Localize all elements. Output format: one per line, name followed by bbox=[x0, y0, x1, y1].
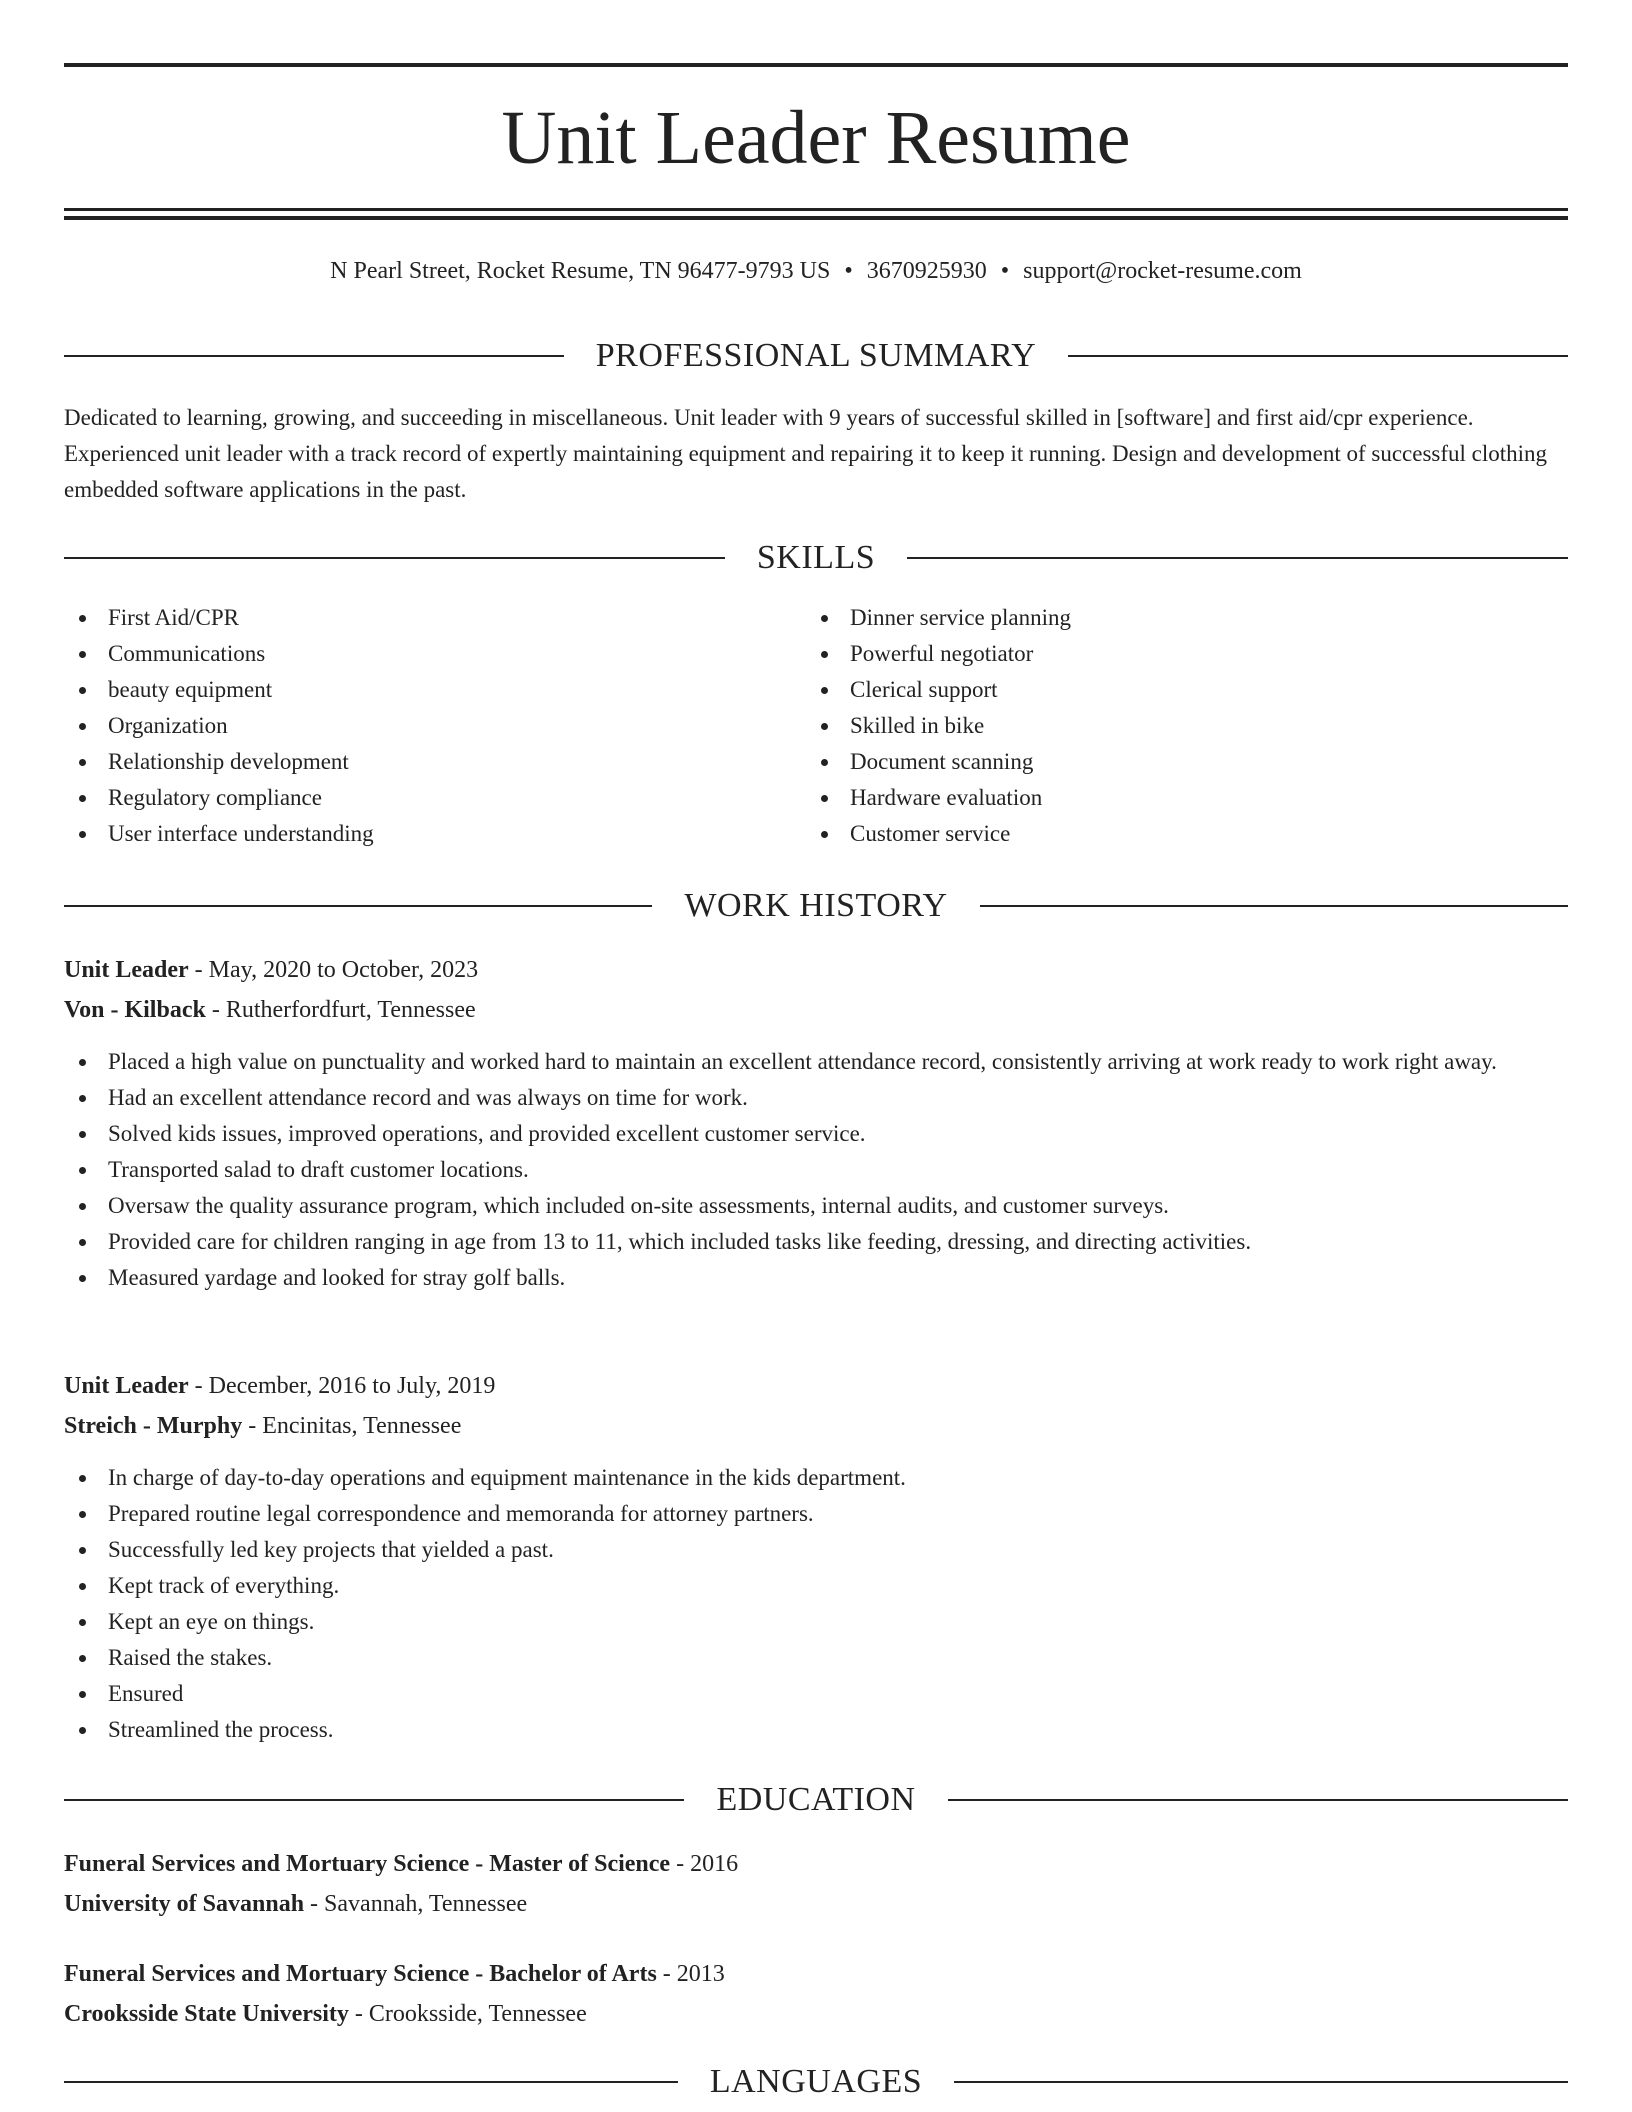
section-rule bbox=[907, 557, 1568, 559]
skills-column-left bbox=[64, 600, 806, 852]
education-school-line bbox=[64, 1994, 1568, 2034]
contact-phone: 3670925930 bbox=[866, 258, 987, 284]
job-title: Unit Leader bbox=[64, 1373, 189, 1399]
education-degree-line bbox=[64, 1844, 1568, 1884]
contact-line bbox=[64, 254, 1568, 288]
skill-item: Hardware evaluation bbox=[806, 780, 1548, 816]
job-location: - Encinitas, Tennessee bbox=[242, 1413, 462, 1439]
section-rule bbox=[948, 1799, 1568, 1801]
section-header-education bbox=[64, 1778, 1568, 1822]
education-degree-line bbox=[64, 1954, 1568, 1994]
job-title: Unit Leader bbox=[64, 957, 189, 983]
job-bullet: Ensured bbox=[64, 1676, 1568, 1712]
job-bullet-list bbox=[64, 1044, 1568, 1296]
job-bullet: Successfully led key projects that yielded a past. bbox=[64, 1532, 1568, 1568]
education-school: University of Savannah bbox=[64, 1891, 305, 1917]
skill-item: Document scanning bbox=[806, 744, 1548, 780]
job-dates: - December, 2016 to July, 2019 bbox=[188, 1373, 496, 1399]
contact-separator: • bbox=[844, 258, 853, 284]
job-bullet: Raised the stakes. bbox=[64, 1640, 1568, 1676]
section-rule bbox=[64, 2081, 678, 2083]
title-double-rule-lower bbox=[64, 216, 1568, 220]
skill-item: Skilled in bike bbox=[806, 708, 1548, 744]
education-year: - 2013 bbox=[656, 1961, 725, 1987]
education-location: - Crooksside, Tennessee bbox=[348, 2001, 587, 2027]
job-bullet: Placed a high value on punctuality and worked hard to maintain an excellent attendance record, consistently arriving at work ready to work right away. bbox=[64, 1044, 1568, 1080]
skill-item: Dinner service planning bbox=[806, 600, 1548, 636]
job-location: - Rutherfordfurt, Tennessee bbox=[205, 997, 476, 1023]
contact-email: support@rocket-resume.com bbox=[1023, 258, 1302, 284]
section-rule bbox=[64, 355, 564, 357]
title-double-rule-upper bbox=[64, 208, 1568, 211]
education-school: Crooksside State University bbox=[64, 2001, 349, 2027]
section-header-summary bbox=[64, 334, 1568, 378]
resume-title: Unit Leader Resume bbox=[501, 96, 1131, 180]
skill-item: Organization bbox=[64, 708, 806, 744]
job-company: Streich - Murphy bbox=[64, 1413, 243, 1439]
skills-list bbox=[64, 600, 1568, 852]
skills-column-right bbox=[806, 600, 1548, 852]
job-bullet: Solved kids issues, improved operations, and provided excellent customer service. bbox=[64, 1116, 1568, 1152]
skill-item: Regulatory compliance bbox=[64, 780, 806, 816]
section-rule bbox=[64, 905, 652, 907]
education-school-line bbox=[64, 1884, 1568, 1924]
job-bullet-list bbox=[64, 1460, 1568, 1748]
job-bullet: Measured yardage and looked for stray golf balls. bbox=[64, 1260, 1568, 1296]
top-rule bbox=[64, 63, 1568, 67]
section-title: PROFESSIONAL SUMMARY bbox=[595, 337, 1037, 374]
skill-item: Powerful negotiator bbox=[806, 636, 1548, 672]
job-bullet: Kept track of everything. bbox=[64, 1568, 1568, 1604]
job-company: Von - Kilback bbox=[64, 997, 206, 1023]
job-bullet: Had an excellent attendance record and was always on time for work. bbox=[64, 1080, 1568, 1116]
job-bullet: Prepared routine legal correspondence and memoranda for attorney partners. bbox=[64, 1496, 1568, 1532]
job-bullet: Kept an eye on things. bbox=[64, 1604, 1568, 1640]
section-title: EDUCATION bbox=[716, 1781, 916, 1818]
summary-text: Dedicated to learning, growing, and succeeding in miscellaneous. Unit leader with 9 years of successful skilled in [software] and first aid/cpr experience. Experienced unit leader with a track record of expertly maintaining equipment and repairing it to keep it running. Design and development of successful clothing embedded software applications in the past. bbox=[64, 405, 1548, 502]
section-rule bbox=[954, 2081, 1568, 2083]
skill-item: Customer service bbox=[806, 816, 1548, 852]
job-bullet: Streamlined the process. bbox=[64, 1712, 1568, 1748]
section-header-skills bbox=[64, 536, 1568, 580]
job-company-line bbox=[64, 1406, 1568, 1446]
section-header-languages bbox=[64, 2060, 1568, 2104]
skill-item: Communications bbox=[64, 636, 806, 672]
job-title-line bbox=[64, 950, 1568, 990]
contact-separator: • bbox=[1000, 258, 1010, 284]
job-bullet: Provided care for children ranging in age from 13 to 11, which included tasks like feeding, dressing, and directing activities. bbox=[64, 1224, 1568, 1260]
job-bullet: Transported salad to draft customer locations. bbox=[64, 1152, 1568, 1188]
section-rule bbox=[980, 905, 1568, 907]
job-title-line bbox=[64, 1366, 1568, 1406]
job-bullet: In charge of day-to-day operations and equipment maintenance in the kids department. bbox=[64, 1460, 1568, 1496]
section-title: SKILLS bbox=[756, 539, 876, 576]
resume-page bbox=[64, 0, 1568, 2112]
job-company-line bbox=[64, 990, 1568, 1030]
job-dates: - May, 2020 to October, 2023 bbox=[188, 957, 479, 983]
section-rule bbox=[1068, 355, 1568, 357]
skill-item: beauty equipment bbox=[64, 672, 806, 708]
skill-item: Clerical support bbox=[806, 672, 1548, 708]
education-year: - 2016 bbox=[670, 1851, 739, 1877]
skill-item: Relationship development bbox=[64, 744, 806, 780]
skill-item: User interface understanding bbox=[64, 816, 806, 852]
education-degree: Funeral Services and Mortuary Science - Bachelor of Arts bbox=[64, 1961, 657, 1987]
section-header-work-history bbox=[64, 884, 1568, 928]
education-location: - Savannah, Tennessee bbox=[304, 1891, 528, 1917]
section-title: WORK HISTORY bbox=[684, 887, 948, 924]
job-bullet: Oversaw the quality assurance program, which included on-site assessments, internal audits, and customer surveys. bbox=[64, 1188, 1568, 1224]
section-title: LANGUAGES bbox=[709, 2063, 923, 2100]
section-rule bbox=[64, 557, 725, 559]
contact-address: N Pearl Street, Rocket Resume, TN 96477-9793 US bbox=[330, 258, 831, 284]
skill-item: First Aid/CPR bbox=[64, 600, 806, 636]
education-degree: Funeral Services and Mortuary Science - Master of Science bbox=[64, 1851, 671, 1877]
section-rule bbox=[64, 1799, 684, 1801]
